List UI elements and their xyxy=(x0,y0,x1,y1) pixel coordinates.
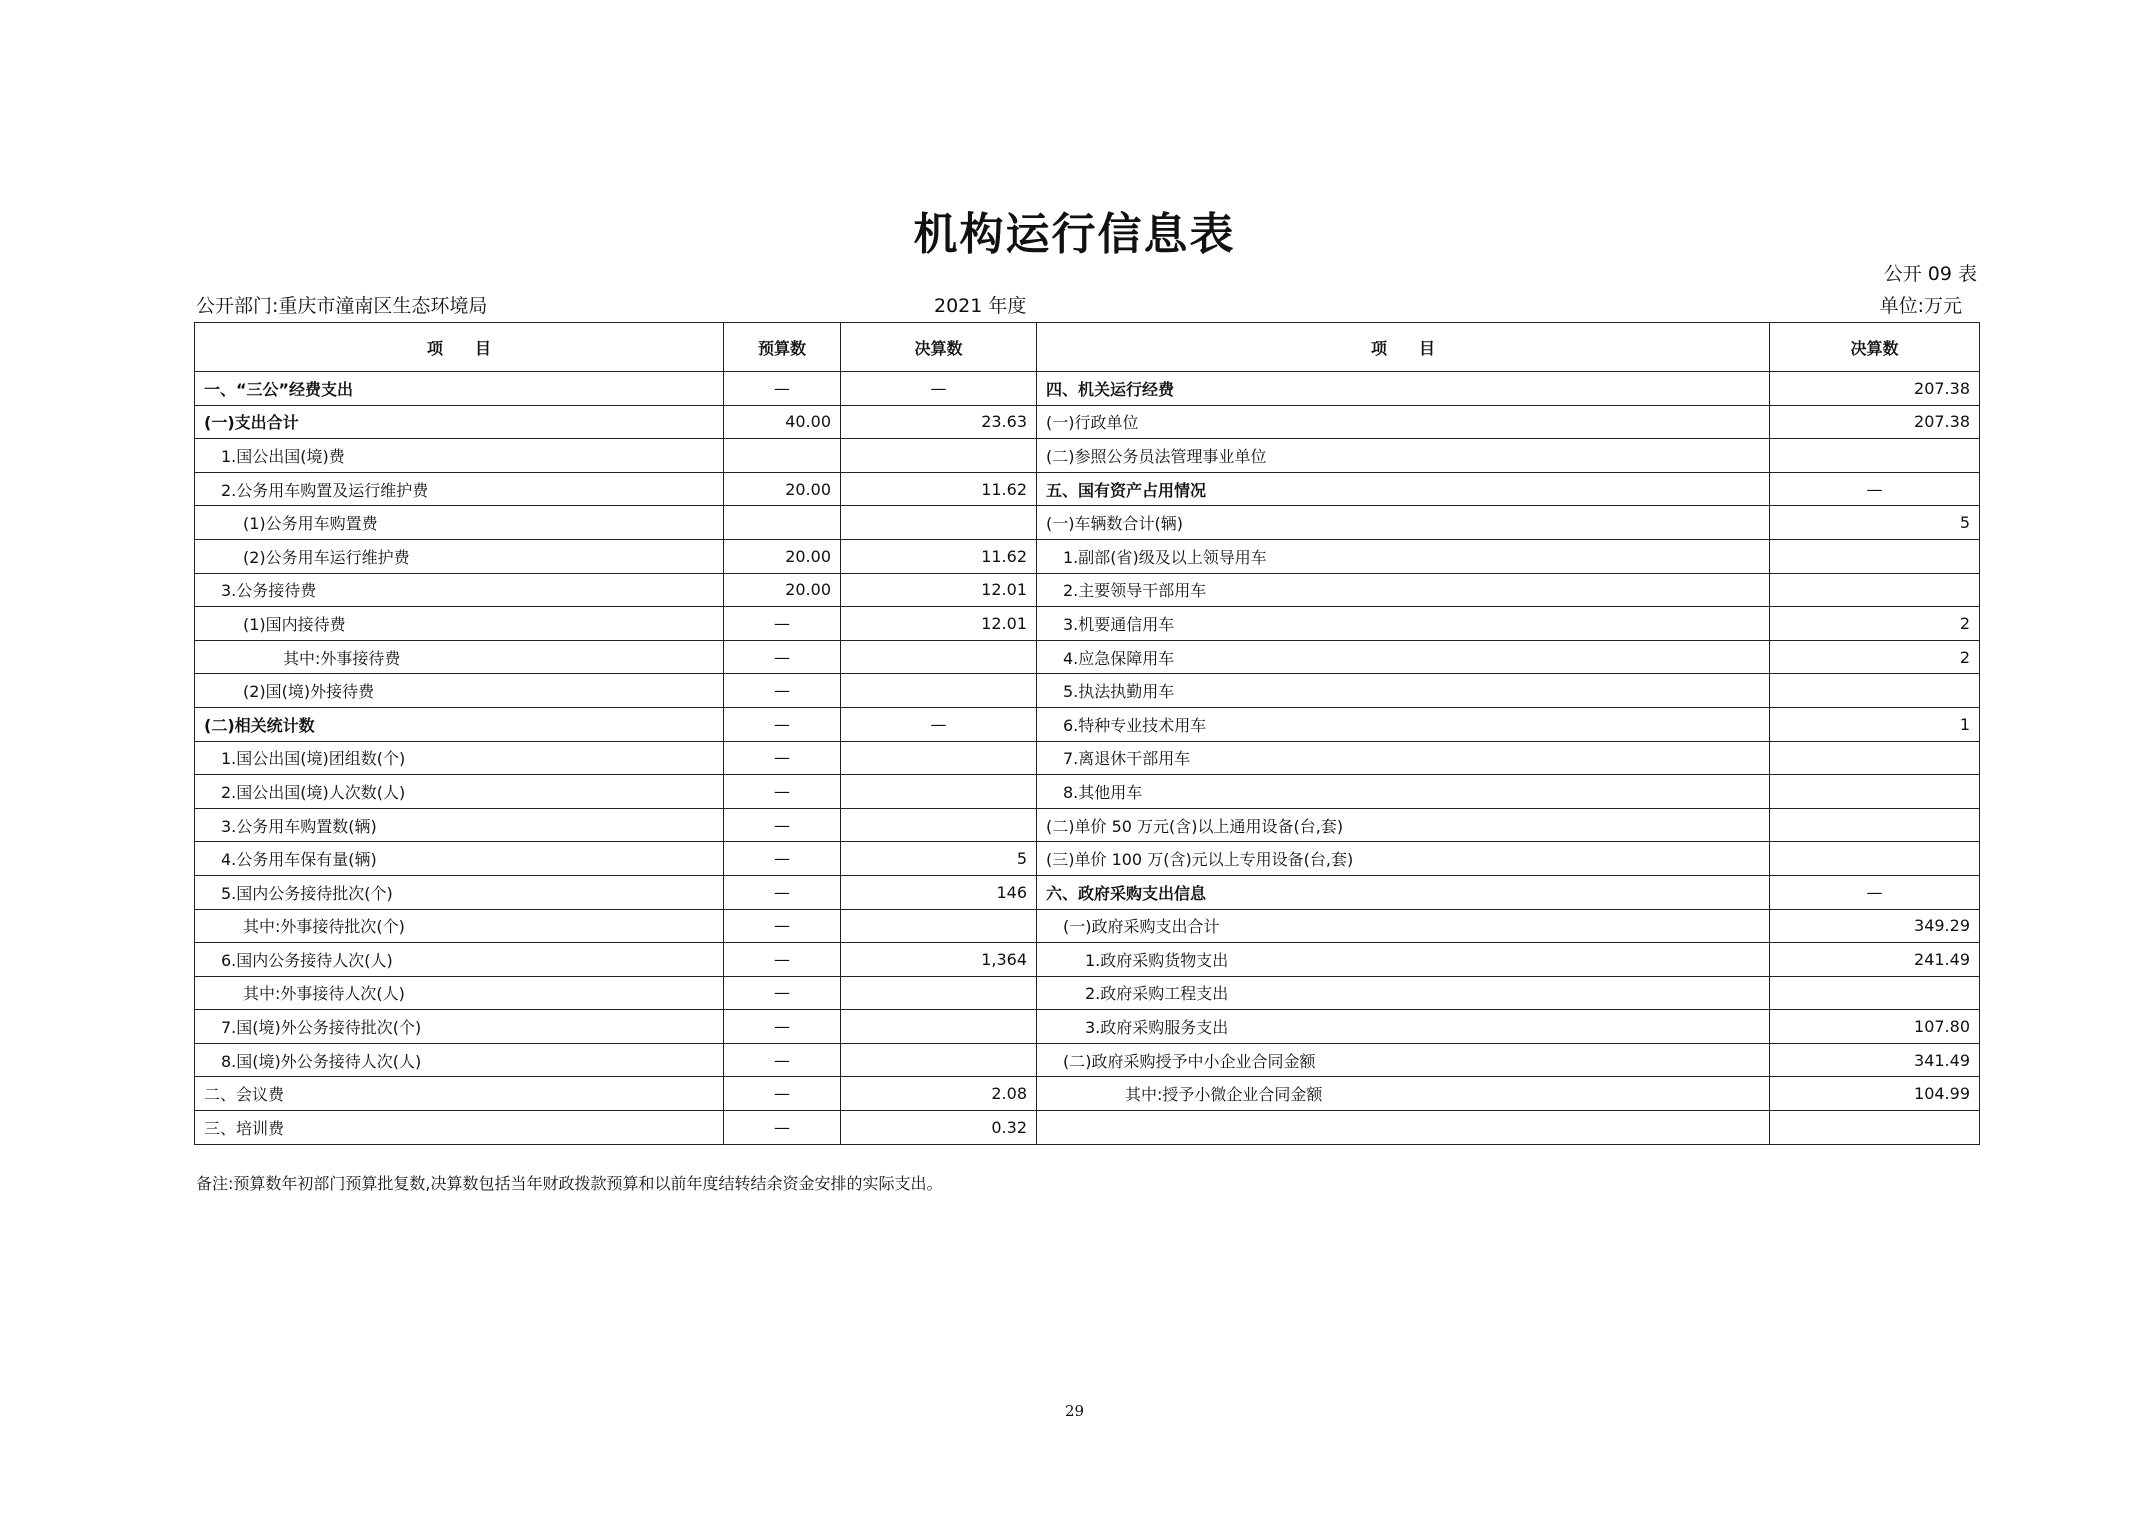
row-final-left xyxy=(841,674,1037,708)
row-final-left: — xyxy=(841,707,1037,741)
row-item-left: 其中:外事接待批次(个) xyxy=(195,909,724,943)
row-final-right: 107.80 xyxy=(1770,1010,1980,1044)
table-row xyxy=(195,775,1980,809)
table-row xyxy=(195,372,1980,406)
table-row xyxy=(195,640,1980,674)
table-row xyxy=(195,741,1980,775)
row-final-right: 2 xyxy=(1770,607,1980,641)
row-final-right: 207.38 xyxy=(1770,372,1980,406)
table-row xyxy=(195,1043,1980,1077)
row-budget: — xyxy=(724,1010,841,1044)
row-item-left: (1)公务用车购置费 xyxy=(195,506,724,540)
row-item-left: (1)国内接待费 xyxy=(195,607,724,641)
row-final-left: 11.62 xyxy=(841,472,1037,506)
row-final-right: 104.99 xyxy=(1770,1077,1980,1111)
row-item-left: (一)支出合计 xyxy=(195,405,724,439)
row-item-right: 其中:授予小微企业合同金额 xyxy=(1037,1077,1770,1111)
row-final-right xyxy=(1770,976,1980,1010)
row-item-right: (三)单价 100 万(含)元以上专用设备(台,套) xyxy=(1037,842,1770,876)
page-title: 机构运行信息表 xyxy=(913,209,1236,260)
row-budget: — xyxy=(724,775,841,809)
row-final-left xyxy=(841,741,1037,775)
row-final-right: — xyxy=(1770,472,1980,506)
row-item-left: (2)国(境)外接待费 xyxy=(195,674,724,708)
row-final-right xyxy=(1770,539,1980,573)
row-final-right xyxy=(1770,842,1980,876)
row-budget: 20.00 xyxy=(724,573,841,607)
header-budget: 预算数 xyxy=(724,323,841,372)
row-final-left: 0.32 xyxy=(841,1111,1037,1145)
row-budget xyxy=(724,506,841,540)
table-row xyxy=(195,842,1980,876)
row-final-right: 2 xyxy=(1770,640,1980,674)
table-row xyxy=(195,674,1980,708)
table-row xyxy=(195,573,1980,607)
row-budget xyxy=(724,439,841,473)
row-final-left xyxy=(841,909,1037,943)
table-row xyxy=(195,808,1980,842)
table-row xyxy=(195,607,1980,641)
row-item-right xyxy=(1037,1111,1770,1145)
row-final-right: 241.49 xyxy=(1770,943,1980,977)
row-item-left: 2.公务用车购置及运行维护费 xyxy=(195,472,724,506)
table-row xyxy=(195,506,1980,540)
table-row xyxy=(195,439,1980,473)
row-item-right: 五、国有资产占用情况 xyxy=(1037,472,1770,506)
row-budget: — xyxy=(724,976,841,1010)
row-item-right: 2.主要领导干部用车 xyxy=(1037,573,1770,607)
row-final-left xyxy=(841,640,1037,674)
row-final-left xyxy=(841,1010,1037,1044)
row-final-left xyxy=(841,1043,1037,1077)
row-final-left: 12.01 xyxy=(841,607,1037,641)
row-final-right xyxy=(1770,1111,1980,1145)
row-final-left: — xyxy=(841,372,1037,406)
table-row xyxy=(195,1111,1980,1145)
row-final-left: 5 xyxy=(841,842,1037,876)
row-item-left: 二、会议费 xyxy=(195,1077,724,1111)
row-item-left: 其中:外事接待费 xyxy=(195,640,724,674)
header-item-left: 项 目 xyxy=(195,323,724,372)
row-final-left xyxy=(841,775,1037,809)
row-budget: 20.00 xyxy=(724,472,841,506)
row-item-left: 8.国(境)外公务接待人次(人) xyxy=(195,1043,724,1077)
table-row xyxy=(195,707,1980,741)
row-budget: — xyxy=(724,640,841,674)
table-row xyxy=(195,1077,1980,1111)
row-item-right: 1.副部(省)级及以上领导用车 xyxy=(1037,539,1770,573)
row-item-left: 5.国内公务接待批次(个) xyxy=(195,875,724,909)
row-final-right: 349.29 xyxy=(1770,909,1980,943)
row-item-right: 3.机要通信用车 xyxy=(1037,607,1770,641)
row-item-left: 3.公务用车购置数(辆) xyxy=(195,808,724,842)
row-item-left: (二)相关统计数 xyxy=(195,707,724,741)
row-item-right: 四、机关运行经费 xyxy=(1037,372,1770,406)
row-budget: — xyxy=(724,943,841,977)
info-table xyxy=(194,322,1980,1145)
row-final-right xyxy=(1770,674,1980,708)
row-budget: 40.00 xyxy=(724,405,841,439)
row-final-right: — xyxy=(1770,875,1980,909)
row-item-right: (一)行政单位 xyxy=(1037,405,1770,439)
table-row xyxy=(195,909,1980,943)
row-item-left: 一、“三公”经费支出 xyxy=(195,372,724,406)
table-row xyxy=(195,1010,1980,1044)
header-final-right: 决算数 xyxy=(1770,323,1980,372)
row-item-left: 4.公务用车保有量(辆) xyxy=(195,842,724,876)
row-budget: — xyxy=(724,372,841,406)
row-item-left: 2.国公出国(境)人次数(人) xyxy=(195,775,724,809)
row-item-left: 6.国内公务接待人次(人) xyxy=(195,943,724,977)
page-number: 29 xyxy=(1064,1402,1085,1420)
row-budget: — xyxy=(724,808,841,842)
row-item-right: (二)政府采购授予中小企业合同金额 xyxy=(1037,1043,1770,1077)
row-final-left: 11.62 xyxy=(841,539,1037,573)
table-row xyxy=(195,405,1980,439)
row-item-right: 4.应急保障用车 xyxy=(1037,640,1770,674)
row-final-left: 2.08 xyxy=(841,1077,1037,1111)
row-budget: — xyxy=(724,607,841,641)
row-item-right: 7.离退休干部用车 xyxy=(1037,741,1770,775)
fiscal-year: 2021 年度 xyxy=(934,295,1027,317)
row-final-left xyxy=(841,976,1037,1010)
row-budget: — xyxy=(724,909,841,943)
row-item-left: 其中:外事接待人次(人) xyxy=(195,976,724,1010)
row-final-right: 341.49 xyxy=(1770,1043,1980,1077)
row-final-left: 1,364 xyxy=(841,943,1037,977)
row-item-right: (二)参照公务员法管理事业单位 xyxy=(1037,439,1770,473)
meta-row xyxy=(194,291,1972,319)
row-final-right xyxy=(1770,808,1980,842)
row-item-right: 8.其他用车 xyxy=(1037,775,1770,809)
row-final-left: 12.01 xyxy=(841,573,1037,607)
table-row xyxy=(195,976,1980,1010)
row-item-left: 3.公务接待费 xyxy=(195,573,724,607)
header-item-right: 项 目 xyxy=(1037,323,1770,372)
row-final-left xyxy=(841,506,1037,540)
row-final-left: 23.63 xyxy=(841,405,1037,439)
row-budget: — xyxy=(724,842,841,876)
row-item-left: 1.国公出国(境)团组数(个) xyxy=(195,741,724,775)
table-number: 公开 09 表 xyxy=(1883,263,1977,285)
row-final-right xyxy=(1770,775,1980,809)
table-header-row xyxy=(195,323,1980,372)
table-row xyxy=(195,472,1980,506)
row-final-right: 5 xyxy=(1770,506,1980,540)
department-label: 公开部门:重庆市潼南区生态环境局 xyxy=(196,295,488,317)
row-item-left: 三、培训费 xyxy=(195,1111,724,1145)
row-budget: — xyxy=(724,741,841,775)
row-budget: — xyxy=(724,707,841,741)
row-final-left xyxy=(841,439,1037,473)
row-budget: 20.00 xyxy=(724,539,841,573)
row-item-right: 6.特种专业技术用车 xyxy=(1037,707,1770,741)
row-item-right: 3.政府采购服务支出 xyxy=(1037,1010,1770,1044)
header-final-left: 决算数 xyxy=(841,323,1037,372)
row-budget: — xyxy=(724,674,841,708)
row-item-left: 1.国公出国(境)费 xyxy=(195,439,724,473)
row-item-right: (一)车辆数合计(辆) xyxy=(1037,506,1770,540)
row-item-right: (一)政府采购支出合计 xyxy=(1037,909,1770,943)
unit-label: 单位:万元 xyxy=(1879,295,1962,317)
row-budget: — xyxy=(724,1111,841,1145)
table-row xyxy=(195,875,1980,909)
row-final-right: 1 xyxy=(1770,707,1980,741)
row-item-left: (2)公务用车运行维护费 xyxy=(195,539,724,573)
row-final-right xyxy=(1770,439,1980,473)
row-item-right: 1.政府采购货物支出 xyxy=(1037,943,1770,977)
footnote: 备注:预算数年初部门预算批复数,决算数包括当年财政拨款预算和以前年度结转结余资金安排的实际支出。 xyxy=(196,1174,943,1193)
row-final-right xyxy=(1770,573,1980,607)
table-row xyxy=(195,539,1980,573)
row-item-left: 7.国(境)外公务接待批次(个) xyxy=(195,1010,724,1044)
row-final-right: 207.38 xyxy=(1770,405,1980,439)
row-final-left: 146 xyxy=(841,875,1037,909)
row-final-right xyxy=(1770,741,1980,775)
row-item-right: 六、政府采购支出信息 xyxy=(1037,875,1770,909)
row-budget: — xyxy=(724,1077,841,1111)
row-final-left xyxy=(841,808,1037,842)
row-budget: — xyxy=(724,875,841,909)
table-row xyxy=(195,943,1980,977)
row-budget: — xyxy=(724,1043,841,1077)
row-item-right: 2.政府采购工程支出 xyxy=(1037,976,1770,1010)
row-item-right: 5.执法执勤用车 xyxy=(1037,674,1770,708)
row-item-right: (二)单价 50 万元(含)以上通用设备(台,套) xyxy=(1037,808,1770,842)
